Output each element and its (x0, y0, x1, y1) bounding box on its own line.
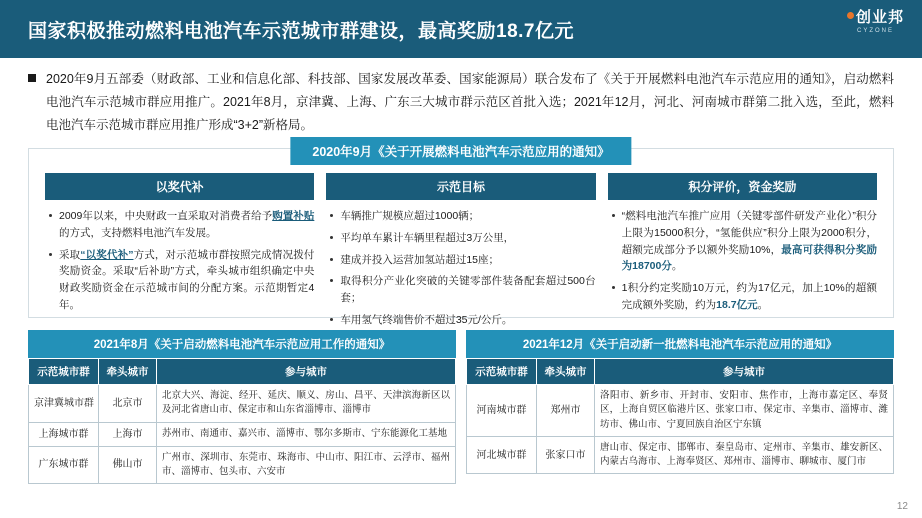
table-row (29, 446, 456, 484)
cell-members: 洛阳市、新乡市、开封市、安阳市、焦作市，上海市嘉定区、奉贤区，上海自贸区临港片区、张家口市、保定市、辛集市、淄博市、潍坊市、佛山市、宁夏回族自治区宁东镇 (595, 385, 894, 437)
table-row (29, 422, 456, 446)
table-row (467, 385, 894, 437)
intro-text: 2020年9月五部委（财政部、工业和信息化部、科技部、国家发展改革委、国家能源局）联合发布了《关于开展燃料电池汽车示范应用的通知》，启动燃料电池汽车示范城市群应用推广。2021年8月，京津冀、上海、广东三大城市群示范区首批入选；2021年12月，河北、河南城市群第二批入选，至此，燃料电池汽车示范城市群应用推广形成“3+2”新格局。 (46, 72, 894, 133)
policy-column-1-list (45, 208, 314, 314)
cell-group: 上海城市群 (29, 422, 99, 446)
policy-column-3 (602, 173, 883, 309)
table-block-2021-08 (28, 330, 456, 484)
cell-lead: 张家口市 (537, 436, 595, 474)
table-row (29, 385, 456, 423)
table-header-row (29, 359, 456, 385)
list-item: 车用氢气终端售价不超过35元/公斤。 (330, 312, 595, 329)
cell-members: 苏州市、南通市、嘉兴市、淄博市、鄂尔多斯市、宁东能源化工基地 (157, 422, 456, 446)
intro-paragraph (28, 68, 894, 137)
logo-sub-text: CYZONE (856, 27, 894, 34)
table-title: 2021年12月《关于启动新一批燃料电池汽车示范应用的通知》 (466, 330, 894, 358)
policy-column-3-list (608, 208, 877, 314)
slide-header (0, 0, 922, 58)
policy-column-3-head: 积分评价，资金奖励 (608, 173, 877, 200)
policy-column-1-head: 以奖代补 (45, 173, 314, 200)
table-row (467, 436, 894, 474)
policy-column-1 (39, 173, 320, 309)
table-title: 2021年8月《关于启动燃料电池汽车示范应用工作的通知》 (28, 330, 456, 358)
cell-lead: 北京市 (99, 385, 157, 423)
policy-column-2-head: 示范目标 (326, 173, 595, 200)
logo-dot-icon (847, 12, 854, 19)
policy-column-2 (320, 173, 601, 326)
list-item: 2009年以来，中央财政一直采取对消费者给予购置补贴的方式，支持燃料电池汽车发展。 (49, 208, 314, 242)
page-title: 国家积极推动燃料电池汽车示范城市群建设，最高奖励18.7亿元 (28, 20, 574, 42)
cell-group: 河南城市群 (467, 385, 537, 437)
policy-card-title: 2020年9月《关于开展燃料电池汽车示范应用的通知》 (290, 137, 631, 165)
cell-group: 河北城市群 (467, 436, 537, 474)
cell-members: 北京大兴、海淀、经开、延庆、顺义、房山、昌平、天津滨海新区以及河北省唐山市、保定市和山东省淄博市、淄博市 (157, 385, 456, 423)
page-number: 12 (896, 501, 908, 512)
cell-lead: 佛山市 (99, 446, 157, 484)
cell-lead: 郑州市 (537, 385, 595, 437)
demo-city-table-left (28, 358, 456, 484)
policy-card-columns (29, 149, 893, 326)
column-header-group: 示范城市群 (29, 359, 99, 385)
logo-main-text: 创业邦 (855, 9, 904, 26)
list-item: 建成并投入运营加氢站超过15座； (330, 252, 595, 269)
column-header-members: 参与城市 (595, 359, 894, 385)
cell-group: 京津冀城市群 (29, 385, 99, 423)
list-item: 车辆推广规模应超过1000辆； (330, 208, 595, 225)
list-item: 平均单车累计车辆里程超过3万公里， (330, 230, 595, 247)
list-item: 采取“以奖代补”方式，对示范城市群按照完成情况拨付奖励资金。采取“后补助”方式，牵头城市组织确定中央财政奖励资金在示范城市间的分配方案。示范期暂定4年。 (49, 247, 314, 314)
cell-lead: 上海市 (99, 422, 157, 446)
square-bullet-icon (28, 74, 36, 82)
logo-text (847, 10, 904, 26)
demo-city-table-right (466, 358, 894, 474)
list-item: “燃料电池汽车推广应用（关键零部件研发产业化）”积分上限为15000积分，“氢能供应”积分上限为2000积分，超额完成部分予以额外奖励10%，最高可获得积分奖励为18700分。 (612, 208, 877, 275)
cell-group: 广东城市群 (29, 446, 99, 484)
column-header-lead: 牵头城市 (99, 359, 157, 385)
column-header-members: 参与城市 (157, 359, 456, 385)
policy-column-2-list (326, 208, 595, 329)
list-item: 1积分约定奖励10万元，约为17亿元，加上10%的超额完成额外奖励，约为18.7亿元。 (612, 280, 877, 314)
list-item: 取得积分产业化突破的关键零部件装备配套超过500台套； (330, 273, 595, 307)
policy-card (28, 145, 894, 326)
cell-members: 广州市、深圳市、东莞市、珠海市、中山市、阳江市、云浮市、福州市、淄博市、包头市、六安市 (157, 446, 456, 484)
table-block-2021-12 (466, 330, 894, 474)
table-header-row (467, 359, 894, 385)
cell-members: 唐山市、保定市、邯郸市、秦皇岛市、定州市、辛集市、雄安新区、内蒙古乌海市、上海奉贤区、郑州市、淄博市、聊城市、厦门市 (595, 436, 894, 474)
column-header-group: 示范城市群 (467, 359, 537, 385)
column-header-lead: 牵头城市 (537, 359, 595, 385)
brand-logo (847, 10, 904, 34)
